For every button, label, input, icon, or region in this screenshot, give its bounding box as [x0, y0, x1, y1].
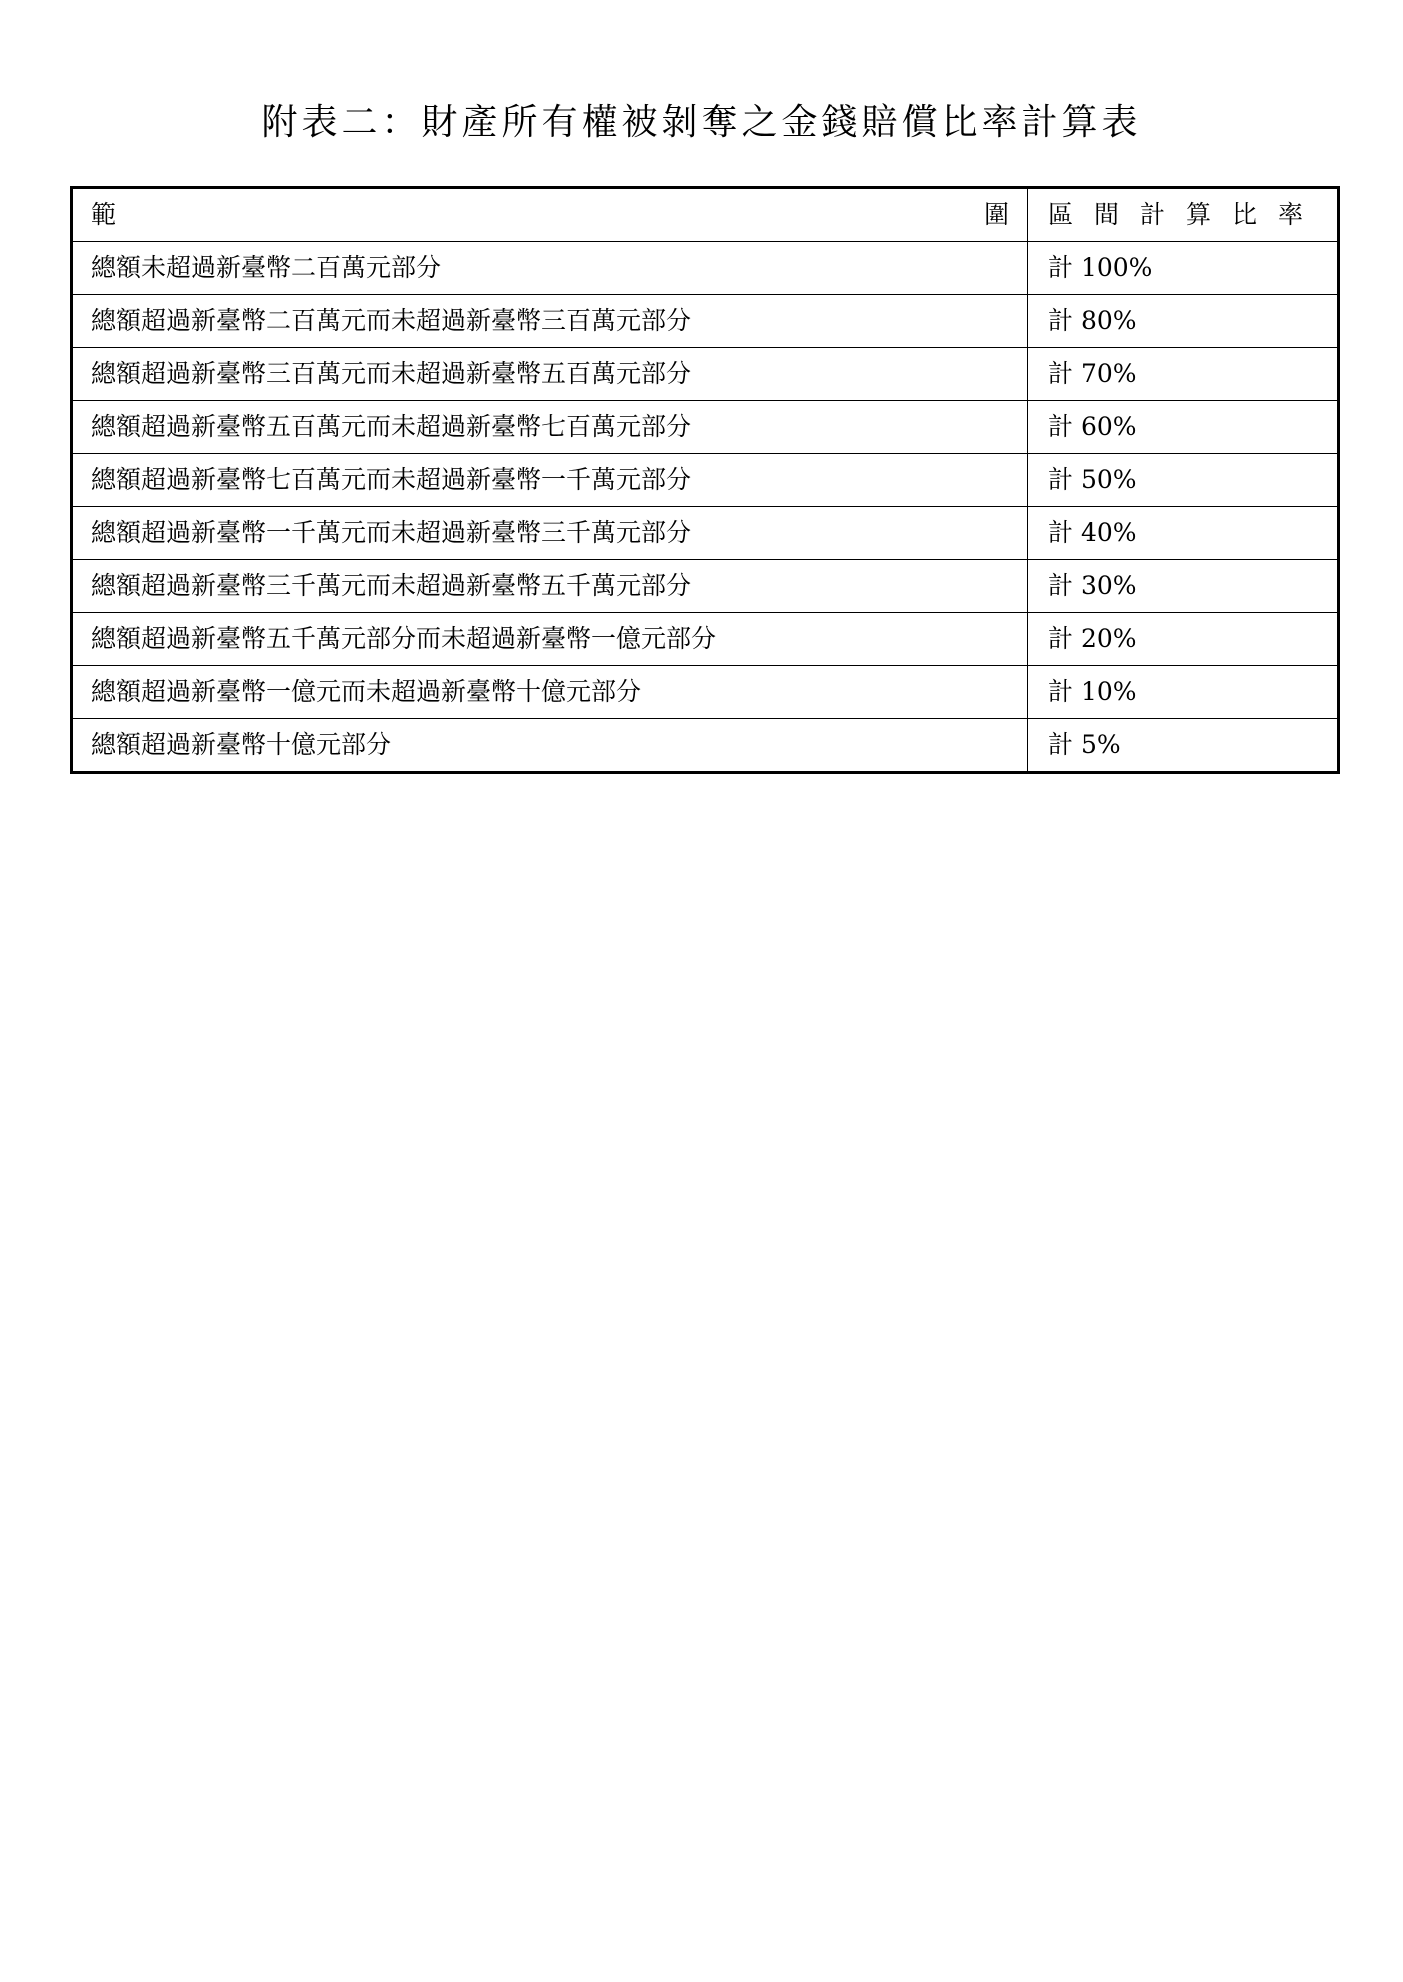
- header-range-cell: [73, 189, 1028, 242]
- range-cell: 總額超過新臺幣三千萬元而未超過新臺幣五千萬元部分: [73, 560, 1028, 613]
- header-range: [91, 189, 1009, 241]
- range-cell: 總額超過新臺幣一億元而未超過新臺幣十億元部分: [73, 666, 1028, 719]
- rate-cell: 計 50%: [1028, 454, 1338, 507]
- rate-cell: 計 70%: [1028, 348, 1338, 401]
- table-row: [73, 613, 1337, 666]
- page-title: 附表二：財產所有權被剝奪之金錢賠償比率計算表: [261, 102, 1142, 143]
- table-row: [73, 348, 1337, 401]
- table-row: [73, 401, 1337, 454]
- range-cell: 總額超過新臺幣五千萬元部分而未超過新臺幣一億元部分: [73, 613, 1028, 666]
- compensation-rate-table: [70, 186, 1340, 774]
- header-range-left: 範: [91, 200, 117, 229]
- range-cell: 總額超過新臺幣二百萬元而未超過新臺幣三百萬元部分: [73, 295, 1028, 348]
- range-cell: 總額超過新臺幣一千萬元而未超過新臺幣三千萬元部分: [73, 507, 1028, 560]
- range-cell: 總額超過新臺幣七百萬元而未超過新臺幣一千萬元部分: [73, 454, 1028, 507]
- table-row: [73, 242, 1337, 295]
- range-cell: 總額未超過新臺幣二百萬元部分: [73, 242, 1028, 295]
- rate-cell: 計 100%: [1028, 242, 1338, 295]
- header-range-right: 圍: [983, 200, 1009, 229]
- rate-cell: 計 10%: [1028, 666, 1338, 719]
- range-cell: 總額超過新臺幣三百萬元而未超過新臺幣五百萬元部分: [73, 348, 1028, 401]
- rate-cell: 計 40%: [1028, 507, 1338, 560]
- table-row: [73, 454, 1337, 507]
- rate-cell: 計 60%: [1028, 401, 1338, 454]
- table-row: [73, 560, 1337, 613]
- rate-cell: 計 5%: [1048, 730, 1121, 759]
- header-rate-cell: [1028, 189, 1338, 242]
- range-cell: 總額超過新臺幣五百萬元而未超過新臺幣七百萬元部分: [73, 401, 1028, 454]
- rate-cell: 計 30%: [1028, 560, 1338, 613]
- range-cell: 總額超過新臺幣十億元部分: [73, 719, 1028, 772]
- table-row: [73, 507, 1337, 560]
- table-row: [73, 719, 1337, 772]
- rate-cell: 計 20%: [1028, 613, 1338, 666]
- table-header-row: [73, 189, 1337, 242]
- table-row: [73, 295, 1337, 348]
- rate-table: [73, 189, 1337, 771]
- rate-cell: 計 80%: [1028, 295, 1338, 348]
- header-rate: 區間計算比率: [1048, 200, 1325, 229]
- table-row: [73, 666, 1337, 719]
